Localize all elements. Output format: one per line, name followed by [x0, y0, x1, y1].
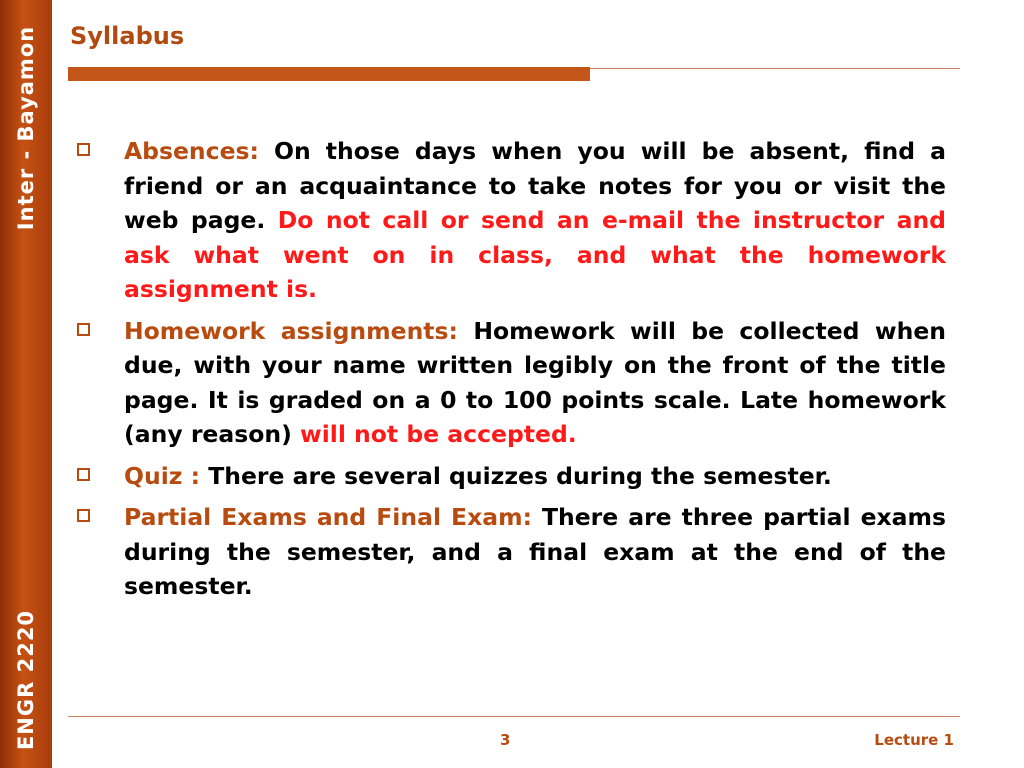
page-number: 3: [500, 731, 511, 749]
checkbox-bullet-icon: [77, 143, 90, 156]
bullet-item-exams: [70, 500, 946, 604]
bullet-list: [70, 134, 946, 611]
bullet-heading: Quiz :: [124, 461, 201, 490]
bullet-heading: Absences:: [124, 137, 259, 165]
sidebar-institution-label: Inter - Bayamon: [14, 25, 38, 231]
bullet-heading: Partial Exams and Final Exam:: [124, 503, 532, 531]
sidebar: [0, 0, 52, 768]
footer-rule: [68, 716, 960, 717]
bullet-body: There are three partial exams during the semester, and a final exam at the end of the semester.: [124, 503, 946, 600]
slide-title: Syllabus: [70, 22, 185, 50]
bullet-item-quiz: [70, 459, 946, 494]
bullet-body: There are several quizzes during the semester.: [200, 461, 832, 490]
title-rule-accent: [68, 67, 590, 81]
bullet-heading: Homework assignments:: [124, 316, 458, 345]
checkbox-bullet-icon: [77, 323, 90, 336]
lecture-label: Lecture 1: [874, 731, 954, 749]
checkbox-bullet-icon: [77, 509, 90, 522]
bullet-emphasis: will not be accepted.: [300, 420, 577, 448]
bullet-body: Homework will be collected when due, with your name written legibly on the front of the title page. It is graded on a 0 to 100 points scale. Late homework (any reason): [124, 316, 946, 448]
sidebar-course-label: ENGR 2220: [14, 609, 38, 751]
bullet-body: On those days when you will be absent, find a friend or an acquaintance to take notes for you or visit the web page.: [124, 137, 946, 234]
checkbox-bullet-icon: [77, 468, 90, 481]
bullet-item-homework: [70, 314, 946, 452]
bullet-item-absences: [70, 134, 946, 307]
bullet-emphasis: Do not call or send an e-mail the instructor and ask what went on in class, and what the homework assignment is.: [124, 206, 946, 303]
